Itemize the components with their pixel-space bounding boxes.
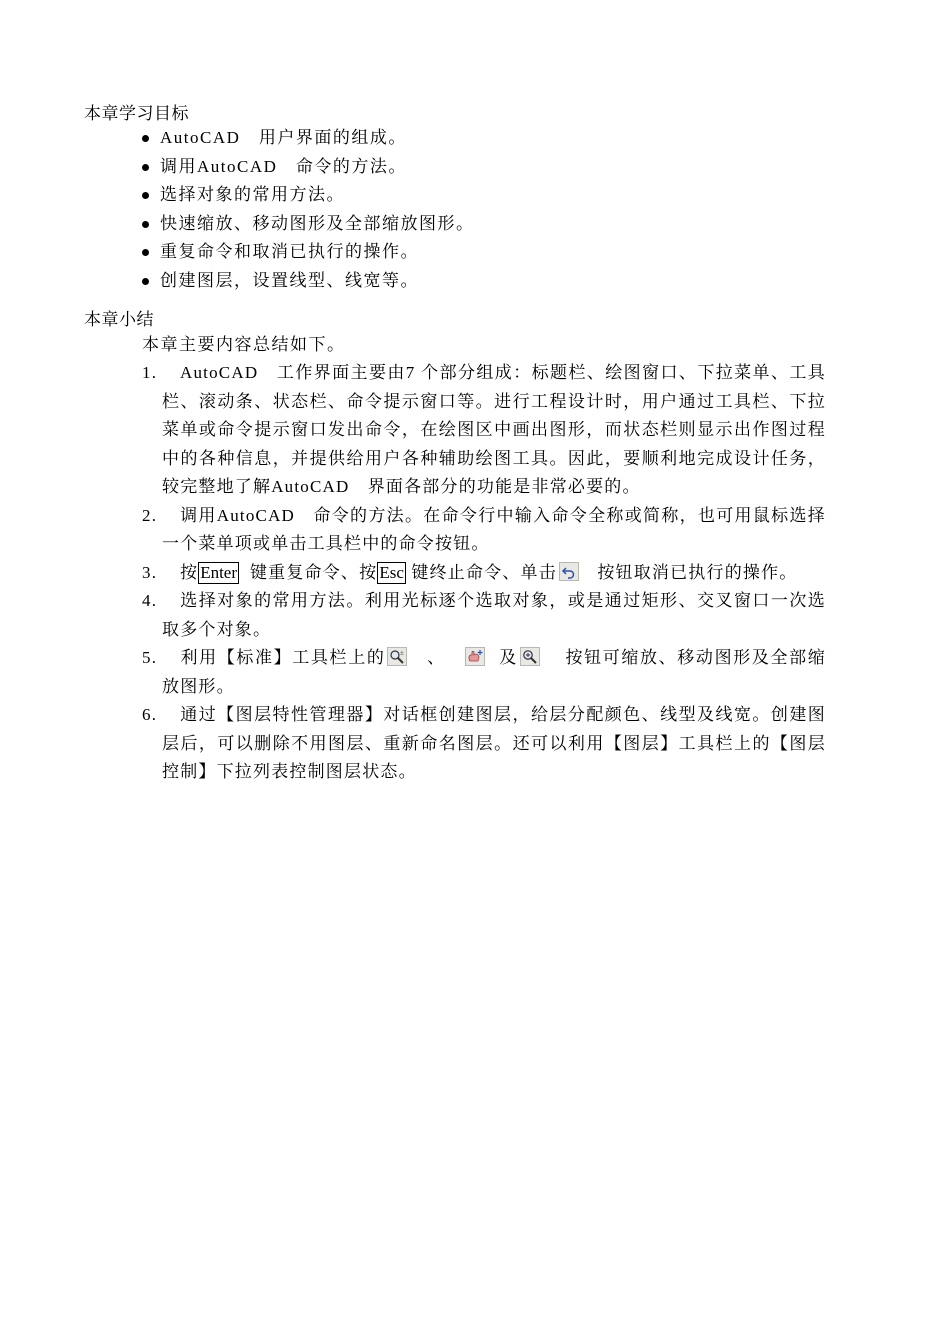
summary-item <box>142 559 826 588</box>
item-number: 3. <box>142 562 158 582</box>
learning-goals-heading: 本章学习目标 <box>84 104 189 124</box>
goal-item: 选择对象的常用方法。 <box>142 181 475 210</box>
summary-item <box>142 502 826 559</box>
item-text: 键终止命令、单击 <box>411 562 557 582</box>
goal-item: 调用AutoCAD 命令的方法。 <box>142 153 475 182</box>
summary-item <box>142 644 826 701</box>
item-number: 2. <box>142 505 158 525</box>
item-text: 按钮可缩放、移动图形及全部缩放图形。 <box>162 648 826 696</box>
item-text: 选择对象的常用方法。利用光标逐个选取对象，或是通过矩形、交叉窗口一次选取多个对象。 <box>162 591 826 639</box>
summary-item <box>142 359 826 502</box>
pan-icon <box>465 647 485 666</box>
summary-heading: 本章小结 <box>84 310 154 330</box>
enter-key: Enter <box>200 562 238 582</box>
summary-item <box>142 701 826 787</box>
item-text: 利用【标准】工具栏上的 <box>180 648 386 667</box>
summary-intro: 本章主要内容总结如下。 <box>142 335 346 354</box>
item-text: 通过【图层特性管理器】对话框创建图层，给层分配颜色、线型及线宽。创建图层后，可以删除不用图层、重新命名图层。还可以利用【图层】工具栏上的【图层控制】下拉列表控制图层状态。 <box>162 705 826 781</box>
summary-list <box>142 359 826 787</box>
item-text: 按钮取消已执行的操作。 <box>597 562 798 582</box>
goal-item: 创建图层，设置线型、线宽等。 <box>142 267 475 296</box>
svg-text:±: ± <box>400 649 406 657</box>
zoom-realtime-icon <box>387 647 407 666</box>
item-text: 按 <box>180 562 199 582</box>
learning-goals-list <box>142 124 475 295</box>
summary-item <box>142 587 826 644</box>
goal-item: 快速缩放、移动图形及全部缩放图形。 <box>142 210 475 239</box>
item-text: AutoCAD 工作界面主要由7 个部分组成：标题栏、绘图窗口、下拉菜单、工具栏、滚动条、状态栏、命令提示窗口等。进行工程设计时，用户通过工具栏、下拉菜单或命令提示窗口发出命令，在绘图区中画出图形，而状态栏则显示出作图过程中的各种信息，并提供给用户各种辅助绘图工具。因此，要顺利地完成设计任务，较完整地了解AutoCAD 界面各部分的功能是非常必要的。 <box>162 363 826 496</box>
item-text: 键重复命令、按 <box>249 562 378 582</box>
separator-text: 、 <box>427 648 446 667</box>
item-number: 4. <box>142 591 158 610</box>
item-number: 5. <box>142 648 158 667</box>
zoom-all-icon <box>520 647 540 666</box>
separator-text: 及 <box>499 648 518 667</box>
item-number: 6. <box>142 705 158 724</box>
goal-item: 重复命令和取消已执行的操作。 <box>142 238 475 267</box>
item-number: 1. <box>142 363 158 382</box>
undo-icon <box>559 562 579 581</box>
esc-key: Esc <box>379 562 404 582</box>
item-text: 调用AutoCAD 命令的方法。在命令行中输入命令全称或简称，也可用鼠标选择一个菜单项或单击工具栏中的命令按钮。 <box>162 505 826 553</box>
goal-item: AutoCAD 用户界面的组成。 <box>142 124 475 153</box>
